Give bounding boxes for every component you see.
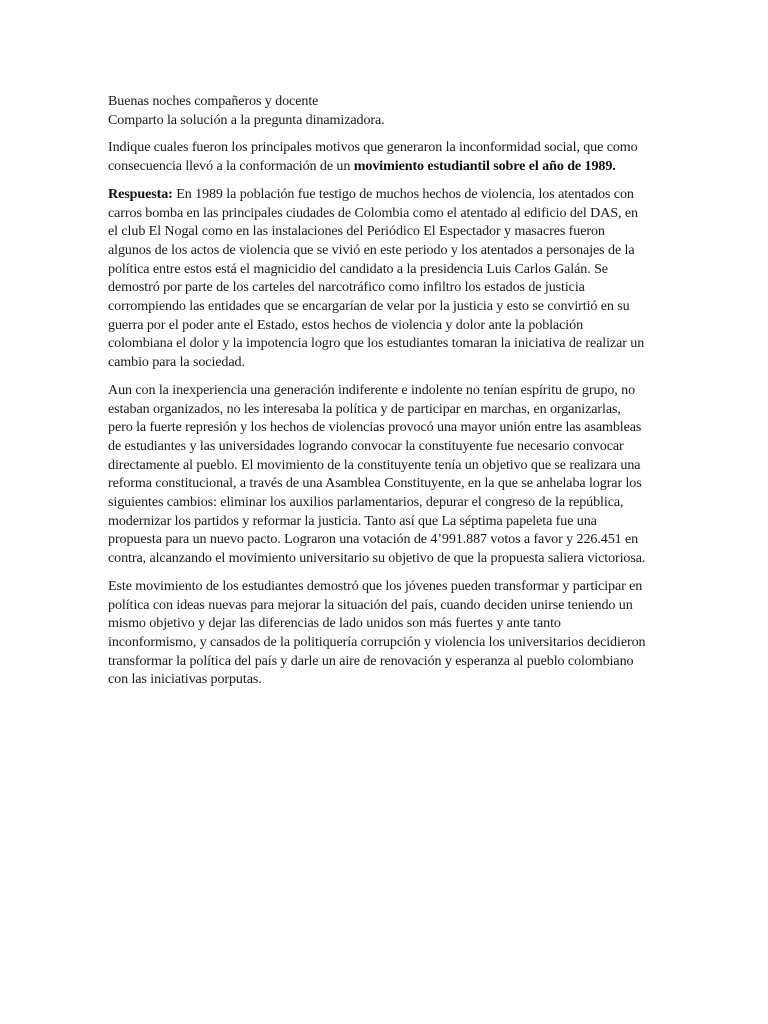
question-text: Indique cuales fueron los principales motivos que generaron la inconformidad social, que como consecuencia llevó a la conformación de un bbox=[108, 139, 638, 175]
answer-label: Respuesta: bbox=[108, 185, 173, 202]
answer-paragraph-3: Este movimiento de los estudiantes demostró que los jóvenes pueden transformar y participar en política con ideas nuevas para mejorar la situación del país, cuando deciden unirse teniendo un mismo objetivo y dejar las diferencias de lado unidos son más fuertes y ante tanto inconformismo, y cansados de la politiquería corrupción y violencia los universitarios decidieron transformar la política del país y darle un aire de renovación y esperanza al pueblo colombiano con las iniciativas porputas. bbox=[108, 577, 646, 688]
greeting-line-1: Buenas noches compañeros y docente bbox=[108, 93, 319, 109]
greeting bbox=[108, 92, 648, 129]
question-bold-text: movimiento estudiantil sobre el año de 1989. bbox=[353, 158, 616, 175]
greeting-line-2: Comparto la solución a la pregunta dinamizadora. bbox=[108, 111, 385, 128]
answer-text-1: En 1989 la población fue testigo de muchos hechos de violencia, los atentados con carros bomba en las principales ciudades de Colombia como el atentado al edificio del DAS, en el club El Nogal como en las instalaciones del Periódico El Espectador y masacres fueron algunos de los actos de violencia que se vivió en este periodo y los atentados a personajes de la política entre estos está el magnicidio del candidato a la presidencia Luis Carlos Galán. Se demostró por parte de los carteles del narcotráfico como infiltro los estados de justicia corrompiendo las entidades que se encargarían de velar por la justicia y esto se convirtió en su guerra por el poder ante el Estado, estos hechos de violencia y dolor ante la población colombiana el dolor y la impotencia logro que los estudiantes tomaran la iniciativa de realizar un cambio para la sociedad. bbox=[108, 185, 645, 371]
document-body bbox=[108, 92, 648, 698]
answer-paragraph-2: Aun con la inexperiencia una generación indiferente e indolente no tenían espíritu de grupo, no estaban organizados, no les interesaba la política y de participar en marchas, en organizarlas, pero la fuerte represión y los hechos de violencias provocó una mayor unión entre las asambleas de estudiantes y las universidades logrando convocar la constituyente fue necesario convocar directamente al pueblo. El movimiento de la constituyente tenía un objetivo que se realizara una reforma constitucional, a través de una Asamblea Constituyente, en la que se anhelaba lograr los siguientes cambios: eliminar los auxilios parlamentarios, depurar el congreso de la república, modernizar los partidos y reformar la justicia. Tanto así que La séptima papeleta fue una propuesta para un nuevo pacto. Lograron una votación de 4’991.887 votos a favor y 226.451 en contra, alcanzando el movimiento universitario su objetivo de que la propuesta saliera victoriosa. bbox=[108, 381, 646, 567]
question-paragraph bbox=[108, 138, 648, 175]
answer-paragraph-1 bbox=[108, 185, 648, 372]
